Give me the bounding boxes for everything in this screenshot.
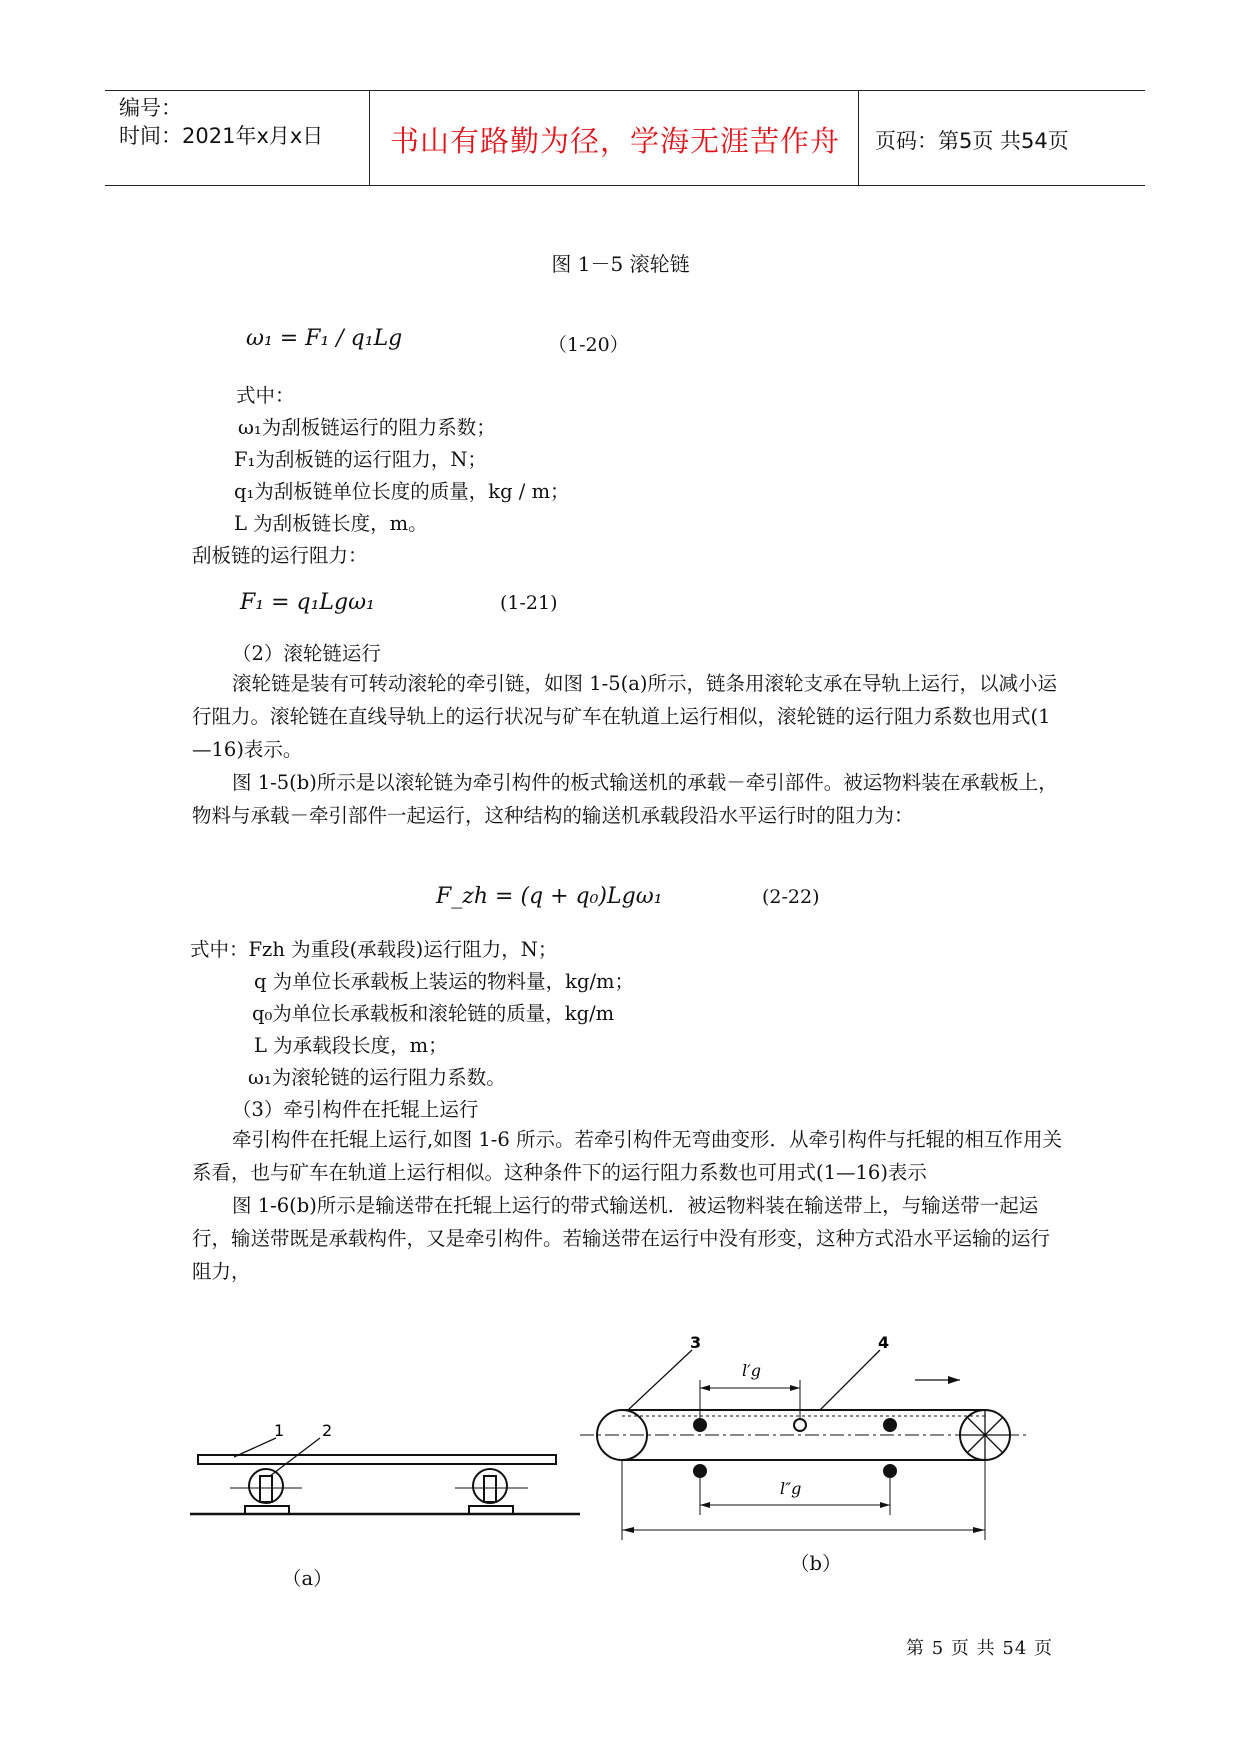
- header-left-info: [119, 94, 323, 150]
- equation-1-21: F₁ = q₁Lgω₁: [240, 590, 375, 615]
- roller: [473, 1469, 507, 1503]
- chain-bar: [198, 1455, 556, 1464]
- dimension-lower-label: l″g: [780, 1479, 802, 1498]
- roller: [249, 1469, 283, 1503]
- equation-number: (1-21): [500, 592, 558, 614]
- variable-definition: L 为刮板链长度，m。: [234, 512, 428, 535]
- paragraph: [192, 667, 1062, 832]
- figure-a-diagram: [190, 1410, 590, 1530]
- page-header: [105, 90, 1145, 186]
- scraper-resistance-label: 刮板链的运行阻力：: [192, 544, 368, 567]
- figure-a-caption: （a）: [282, 1567, 333, 1590]
- figure-b-caption: （b）: [790, 1552, 842, 1575]
- figure-caption: 图 1－5 滚轮链: [551, 252, 690, 276]
- paragraph-text: 图 1-6(b)所示是输送带在托辊上运行的带式输送机．被运物料装在输送带上，与输送带一起运行，输送带既是承载构件，又是牵引构件。若输送带在运行中没有形变，这种方式沿水平运输的运行阻力，: [192, 1194, 1051, 1283]
- page-footer: 第 5 页 共 54 页: [906, 1638, 1053, 1659]
- variable-definition: q₁为刮板链单位长度的质量，kg / m；: [234, 480, 570, 503]
- roller-axle: [260, 1476, 272, 1502]
- where-intro: 式中：: [236, 384, 295, 407]
- equation-number: （1-20）: [548, 334, 629, 356]
- variable-definition: Fzh 为重段(承载段)运行阻力，N；: [248, 938, 558, 961]
- variable-definition: ω₁为滚轮链的运行阻力系数。: [248, 1066, 506, 1089]
- figure-label-2: 2: [322, 1421, 333, 1440]
- idler: [694, 1465, 706, 1477]
- variable-definition: ω₁为刮板链运行的阻力系数；: [238, 416, 496, 439]
- paragraph-text: 滚轮链是装有可转动滚轮的牵引链，如图 1-5(a)所示，链条用滚轮支承在导轨上运行，以减小运行阻力。滚轮链在直线导轨上的运行状况与矿车在轨道上运行相似，滚轮链的运行阻力系数也用式(1—16)表示。: [192, 672, 1057, 761]
- variable-definition: q 为单位长承载板上装运的物料量，kg/m；: [254, 970, 635, 993]
- idler: [884, 1465, 896, 1477]
- section-heading: （3）牵引构件在托辊上运行: [232, 1098, 479, 1121]
- idler: [794, 1419, 806, 1431]
- figure-label-4: 4: [878, 1333, 890, 1352]
- equation-number: (2-22): [762, 886, 820, 908]
- header-divider: [858, 91, 859, 185]
- serial-label: 编号：: [119, 96, 182, 120]
- variable-definition: L 为承载段长度，m；: [254, 1034, 448, 1057]
- dimension-upper-label: l′g: [742, 1361, 761, 1380]
- equation-1-20: ω₁ = F₁ / q₁Lg: [246, 326, 403, 351]
- header-divider: [369, 91, 370, 185]
- figure-label-3: 3: [690, 1333, 702, 1352]
- paragraph-text: 牵引构件在托辊上运行,如图 1-6 所示。若牵引构件无弯曲变形．从牵引构件与托辊的相互作用关系看，也与矿车在轨道上运行相似。这种条件下的运行阻力系数也可用式(1—16)表示: [192, 1128, 1062, 1184]
- header-motto: 书山有路勤为径，学海无涯苦作舟: [389, 124, 840, 158]
- roller-axle: [484, 1476, 496, 1502]
- idler: [884, 1419, 896, 1431]
- paragraph: [192, 1123, 1062, 1288]
- equation-2-22: F_zh = (q + q₀)Lgω₁: [436, 884, 663, 909]
- figure-b-diagram: [580, 1330, 1040, 1560]
- variable-definition: q₀为单位长承载板和滚轮链的质量，kg/m: [252, 1002, 615, 1025]
- header-page-info: 页码：第5页 共54页: [875, 129, 1069, 153]
- figure-label-1: 1: [274, 1421, 285, 1440]
- time-label: 时间：2021年x月x日: [119, 124, 324, 148]
- paragraph-text: 图 1-5(b)所示是以滚轮链为牵引构件的板式输送机的承载－牵引部件。被运物料装在承载板上，物料与承载－牵引部件一起运行，这种结构的输送机承载段沿水平运行时的阻力为：: [192, 771, 1058, 827]
- variable-definition: F₁为刮板链的运行阻力，N；: [234, 448, 487, 471]
- idler: [694, 1419, 706, 1431]
- where-intro-label: 式中：: [190, 938, 249, 961]
- where-intro: [190, 934, 557, 962]
- section-heading: （2）滚轮链运行: [232, 642, 381, 665]
